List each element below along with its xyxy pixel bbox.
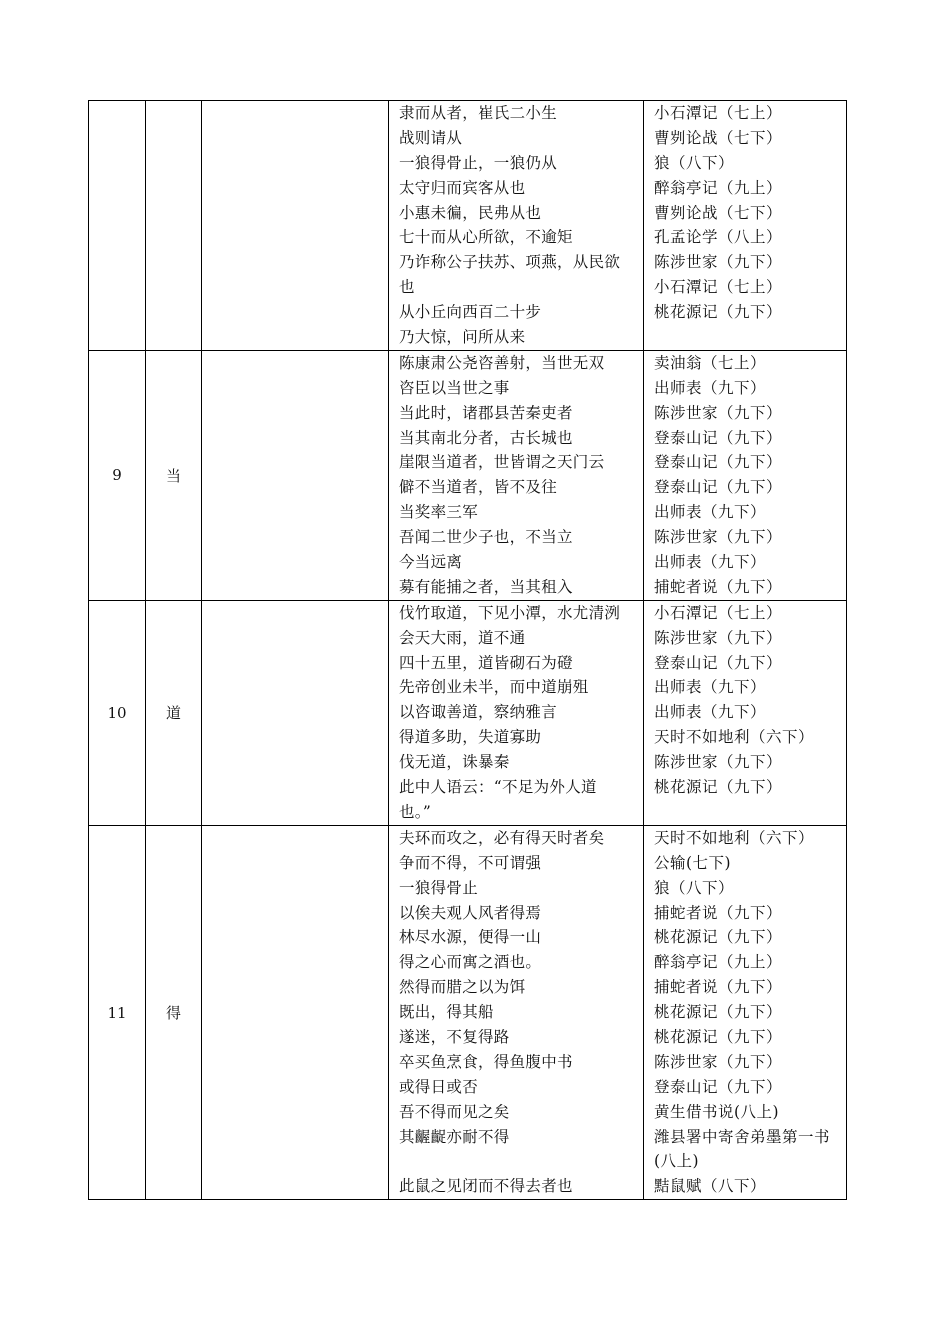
source-text: 出师表（九下） <box>654 678 767 697</box>
source-text <box>654 800 840 825</box>
row-sources <box>644 825 847 1199</box>
example-sentence: 僻不当道者，皆不及往 <box>399 478 558 497</box>
source-text: 登泰山记（九下） <box>654 653 783 672</box>
row-character <box>146 101 202 351</box>
example-sentence: 当此时，诸郡县苦秦吏者 <box>399 403 573 422</box>
source-text: 黄生借书说(八上) <box>654 1102 780 1121</box>
source-text: 桃花源记（九下） <box>654 928 783 947</box>
example-sentence: 今当远离 <box>399 553 463 572</box>
source-text: 出师表（九下） <box>654 703 767 722</box>
example-sentence: 遂迷，不复得路 <box>399 1027 510 1046</box>
row-examples <box>389 600 644 825</box>
example-sentence: 小惠未徧，民弗从也 <box>399 203 542 222</box>
row-examples <box>389 350 644 600</box>
example-sentence: 先帝创业未半，而中道崩殂 <box>399 678 589 697</box>
table-row <box>89 600 847 825</box>
row-examples <box>389 101 644 351</box>
row-meaning <box>202 825 389 1199</box>
example-sentence: 夫环而攻之，必有得天时者矣 <box>399 828 605 847</box>
source-text: 桃花源记（九下） <box>654 1003 783 1022</box>
source-text: 陈涉世家（九下） <box>654 528 783 547</box>
example-sentence: 吾不得而见之矣 <box>399 1102 510 1121</box>
source-text: 登泰山记（九下） <box>654 428 783 447</box>
example-sentence: 卒买鱼烹食，得鱼腹中书 <box>399 1052 573 1071</box>
example-sentence: 四十五里，道皆砌石为磴 <box>399 653 573 672</box>
source-text: 陈涉世家（九下） <box>654 1052 783 1071</box>
example-sentence: 七十而从心所欲，不逾矩 <box>399 228 573 247</box>
example-sentence: 一狼得骨止 <box>399 878 479 897</box>
example-sentence: 也 <box>399 278 415 297</box>
source-text: 孔孟论学（八上） <box>654 228 783 247</box>
example-sentence: 咨臣以当世之事 <box>399 378 510 397</box>
table-row <box>89 350 847 600</box>
source-text: 醉翁亭记（九上） <box>654 953 783 972</box>
example-sentence: 得之心而寓之酒也。 <box>399 953 542 972</box>
example-sentence: 既出，得其船 <box>399 1003 494 1022</box>
source-text: 陈涉世家（九下） <box>654 628 783 647</box>
example-sentence: 以俟夫观人风者得焉 <box>399 903 542 922</box>
row-sources <box>644 350 847 600</box>
source-text: 登泰山记（九下） <box>654 478 783 497</box>
example-sentence: 伐无道，诛暴秦 <box>399 753 510 772</box>
source-text: 狼（八下） <box>654 878 735 897</box>
source-text: 陈涉世家（九下） <box>654 753 783 772</box>
row-examples <box>389 825 644 1199</box>
example-sentence: 乃诈称公子扶苏、项燕，从民欲 <box>399 253 621 272</box>
source-text: 捕蛇者说（九下） <box>654 903 783 922</box>
source-text: 醉翁亭记（九上） <box>654 178 783 197</box>
example-sentence: 战则请从 <box>399 128 463 147</box>
example-sentence: 伐竹取道，下见小潭，水尤清洌 <box>399 603 621 622</box>
example-sentence: 当奖率三军 <box>399 503 479 522</box>
example-sentence: 一狼得骨止，一狼仍从 <box>399 153 558 172</box>
source-text: 公输(七下) <box>654 853 732 872</box>
row-sources <box>644 600 847 825</box>
example-sentence: 争而不得，不可谓强 <box>399 853 542 872</box>
example-sentence: 崖限当道者，世皆谓之天门云 <box>399 453 605 472</box>
example-sentence: 此鼠之见闭而不得去者也 <box>399 1177 573 1196</box>
vocabulary-table <box>88 100 847 1200</box>
example-sentence: 也。” <box>399 802 432 821</box>
source-text: 登泰山记（九下） <box>654 1077 783 1096</box>
row-meaning <box>202 600 389 825</box>
source-text: 天时不如地利（六下） <box>654 828 815 847</box>
source-text: 黠鼠赋（八下） <box>654 1177 767 1196</box>
example-sentence: 然得而腊之以为饵 <box>399 978 526 997</box>
example-sentence: 陈康肃公尧咨善射，当世无双 <box>399 353 605 372</box>
row-sources <box>644 101 847 351</box>
example-sentence: 林尽水源，便得一山 <box>399 928 542 947</box>
row-meaning <box>202 101 389 351</box>
row-meaning <box>202 350 389 600</box>
table-row <box>89 825 847 1199</box>
source-text: 曹刿论战（七下） <box>654 203 783 222</box>
row-character: 得 <box>146 825 202 1199</box>
source-text: 桃花源记（九下） <box>654 1027 783 1046</box>
example-sentence: 当其南北分者，古长城也 <box>399 428 573 447</box>
example-sentence: 此中人语云：“不足为外人道 <box>399 778 597 797</box>
source-text: 小石潭记（七上） <box>654 603 783 622</box>
source-text: 曹刿论战（七下） <box>654 128 783 147</box>
source-text: 陈涉世家（九下） <box>654 253 783 272</box>
example-sentence: 以咨诹善道，察纳雅言 <box>399 703 558 722</box>
example-sentence <box>399 1149 637 1174</box>
row-character: 道 <box>146 600 202 825</box>
source-text: 潍县署中寄舍弟墨第一书 <box>654 1127 831 1146</box>
source-text: 捕蛇者说（九下） <box>654 577 783 596</box>
example-sentence: 或得日或否 <box>399 1077 479 1096</box>
example-sentence: 太守归而宾客从也 <box>399 178 526 197</box>
row-number: 11 <box>89 825 146 1199</box>
source-text: (八上) <box>654 1152 700 1171</box>
example-sentence: 会天大雨，道不通 <box>399 628 526 647</box>
source-text: 小石潭记（七上） <box>654 104 783 122</box>
row-number <box>89 101 146 351</box>
source-text: 捕蛇者说（九下） <box>654 978 783 997</box>
source-text: 小石潭记（七上） <box>654 278 783 297</box>
table-row <box>89 101 847 351</box>
example-sentence: 募有能捕之者，当其租入 <box>399 577 573 596</box>
example-sentence: 乃大惊，问所从来 <box>399 328 526 347</box>
row-number: 10 <box>89 600 146 825</box>
source-text <box>654 325 840 350</box>
source-text: 狼（八下） <box>654 153 735 172</box>
source-text: 桃花源记（九下） <box>654 303 783 322</box>
example-sentence: 其齷齪亦耐不得 <box>399 1127 510 1146</box>
source-text: 天时不如地利（六下） <box>654 728 815 747</box>
source-text: 卖油翁（七上） <box>654 353 767 372</box>
row-character: 当 <box>146 350 202 600</box>
row-number: 9 <box>89 350 146 600</box>
source-text: 陈涉世家（九下） <box>654 403 783 422</box>
example-sentence: 隶而从者，崔氏二小生 <box>399 104 558 122</box>
source-text: 出师表（九下） <box>654 378 767 397</box>
source-text: 桃花源记（九下） <box>654 778 783 797</box>
source-text: 出师表（九下） <box>654 503 767 522</box>
source-text: 出师表（九下） <box>654 553 767 572</box>
example-sentence: 从小丘向西百二十步 <box>399 303 542 322</box>
example-sentence: 吾闻二世少子也，不当立 <box>399 528 573 547</box>
example-sentence: 得道多助，失道寡助 <box>399 728 542 747</box>
source-text: 登泰山记（九下） <box>654 453 783 472</box>
